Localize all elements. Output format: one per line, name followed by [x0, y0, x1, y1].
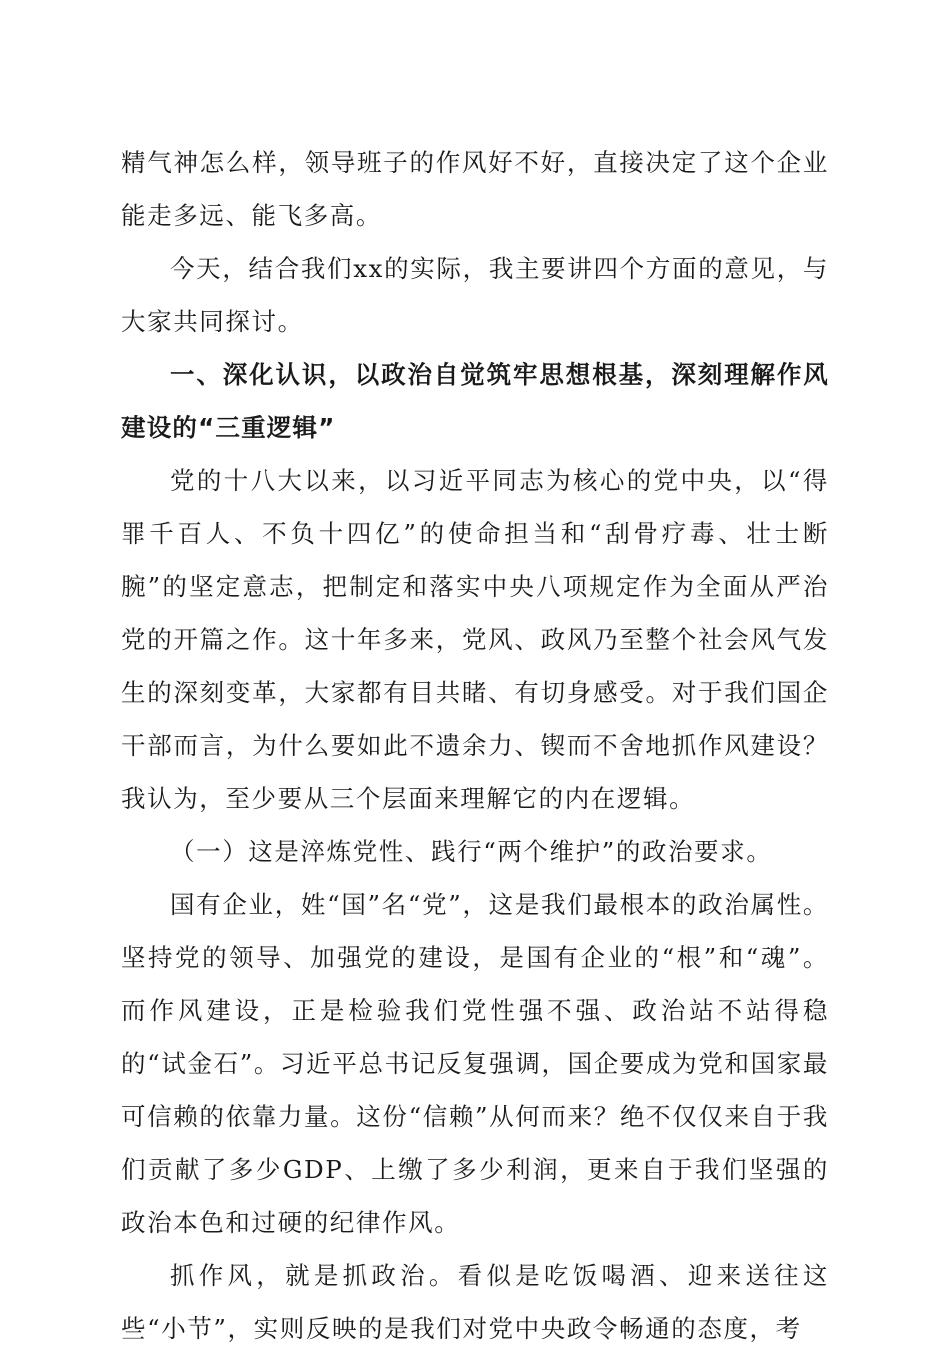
paragraph-intro: 今天，结合我们xx的实际，我主要讲四个方面的意见，与大家共同探讨。 [121, 254, 829, 336]
paragraph-subsection-1-b: 抓作风，就是抓政治。看似是吃饭喝酒、迎来送往这些“小节”，实则反映的是我们对党中央政令畅通的态度，考 [121, 1261, 829, 1343]
section-heading-1: 一、深化认识，以政治自觉筑牢思想根基，深刻理解作风建设的“三重逻辑” [121, 360, 829, 442]
document-body [121, 136, 829, 1355]
paragraph-continuation: 精气神怎么样，领导班子的作风好不好，直接决定了这个企业能走多远、能飞多高。 [121, 148, 829, 230]
paragraph-section-1-body: 党的十八大以来，以习近平同志为核心的党中央，以“得罪千百人、不负十四亿”的使命担当和“刮骨疗毒、壮士断腕”的坚定意志，把制定和落实中央八项规定作为全面从严治党的开篇之作。这十年多来，党风、政风乃至整个社会风气发生的深刻变革，大家都有目共睹、有切身感受。对于我们国企干部而言，为什么要如此不遗余力、锲而不舍地抓作风建设？我认为，至少要从三个层面来理解它的内在逻辑。 [121, 466, 829, 813]
paragraph-subsection-1-a: 国有企业，姓“国”名“党”，这是我们最根本的政治属性。坚持党的领导、加强党的建设，是国有企业的“根”和“魂”。而作风建设，正是检验我们党性强不强、政治站不站得稳的“试金石”。习近平总书记反复强调，国企要成为党和国家最可信赖的依靠力量。这份“信赖”从何而来？绝不仅仅来自于我们贡献了多少GDP、上缴了多少利润，更来自于我们坚强的政治本色和过硬的纪律作风。 [121, 890, 829, 1237]
subsection-heading-1: （一）这是淬炼党性、践行“两个维护”的政治要求。 [170, 837, 773, 866]
